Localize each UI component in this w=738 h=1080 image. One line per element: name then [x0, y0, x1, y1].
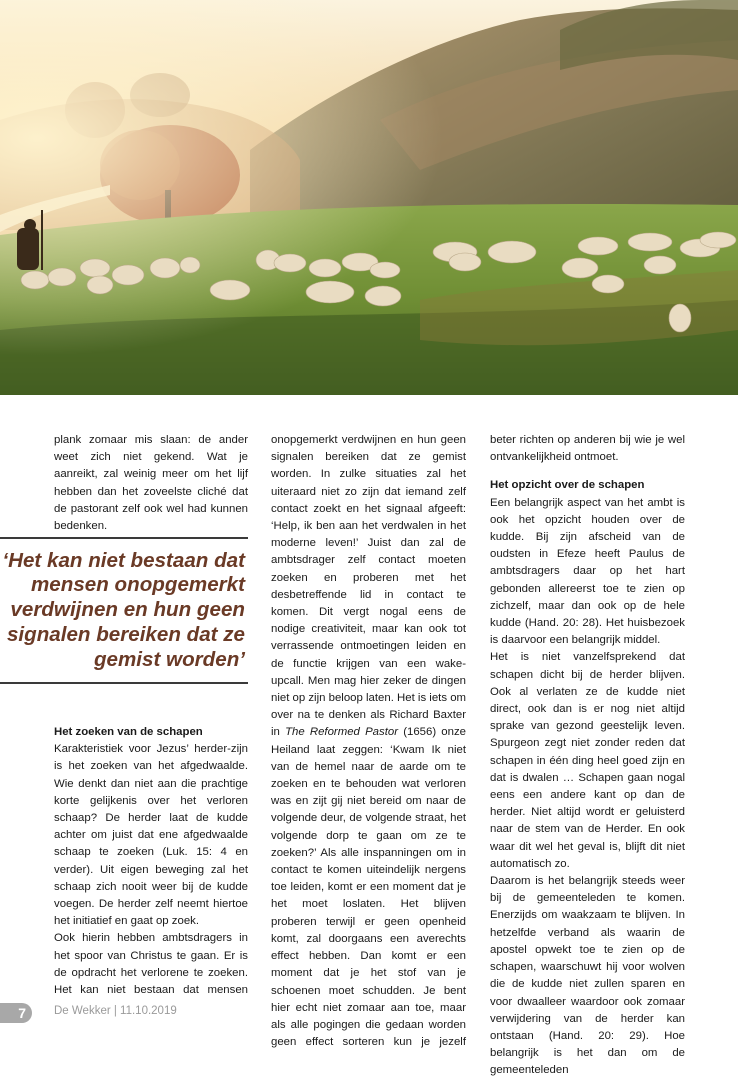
sheep-landscape-image [0, 0, 738, 395]
paragraph: Karakteristiek voor Jezus’ herder-zijn is het zoeken van het afgedwaalde. Wie denkt dan niet aan die prachtige korte gelijkenis over het verloren schaap? De herder laat de kudde achter om juist dat ene afgedwaalde schaap te zoeken (Luk. 15: 4 en verder). Uit eigen beweging zal het schaap zich nooit weer bij de kudde voegen. De herder zelf neemt hiertoe het initiatief en gaat op zoek. [54, 743, 248, 928]
page-number: 7 [0, 1003, 32, 1023]
book-title: The Reformed Pastor [285, 726, 398, 739]
hero-photo [0, 0, 738, 395]
column-1-bottom [54, 724, 248, 999]
paragraph: Daarom is het belangrijk steeds weer bij de gemeenteleden te komen. Enerzijds om waakzaam te blijven. In hetzelfde verband als waarin de apostel opwekt toe te zien op de schapen, waarschuwt hij voor wolven die de kudde niet zullen sparen en voor dwaalleer waardoor ook zomaar verwijdering van de herder kan ontstaan (Hand. 20: 29). Hoe belangrijk is het dan om de gemeenteleden [490, 875, 685, 1077]
column-3 [490, 432, 685, 1080]
paragraph: plank zomaar mis slaan: de ander weet zich niet gekend. Wat je aanreikt, zal weinig meer om het lijf hebben dan het zoveelste cliché dat de pastorant zelf ook wel had kunnen bedenken. [54, 434, 248, 533]
pull-quote: ‘Het kan niet bestaan dat mensen onopgemerkt verdwijnen en hun geen signalen bereiken dat ze gemist worden’ [2, 548, 245, 671]
column-2 [271, 432, 466, 1051]
pull-quote-block [0, 537, 248, 684]
paragraph: beter richten op anderen bij wie je wel ontvankelijkheid ontmoet. [490, 434, 685, 464]
paragraph: Het is niet vanzelfsprekend dat schapen dicht bij de herder blijven. Ook al verlaten ze de kudde niet direct, ook dan is er nog niet altijd sprake van gezond geestelijk leven. Spurgeon zegt niet zonder reden dat schapen in één ding heel goed zijn en dat is dwalen … Schapen gaan nogal eens een andere kant op dan de herder. Niet altijd wordt er geluisterd naar de stem van de Herder. En ook waar dit wel het geval is, blijft dit niet automatisch zo. [490, 651, 685, 870]
spacer [490, 466, 685, 477]
divider-top [0, 537, 248, 539]
paragraph: Ook hierin hebben ambtsdragers in het spoor van Christus te gaan. Er is de opdracht het verlorene te zoeken. Het kan niet bestaan dat mensen [54, 932, 248, 997]
section-heading-opzicht: Het opzicht over de schapen [490, 479, 645, 492]
paragraph-text: onopgemerkt verdwijnen en hun geen signalen bereiken dat ze gemist worden. In zulke situaties zal het uiteraard niet zo zijn dat iemand zelf contact zoekt en het signaal afgeeft: ‘Help, ik ben aan het verdwalen in het moderne leven!’ Juist dan zal de ambtsdrager zelf contact moeten zoeken en proberen met het desbetreffende lid in contact te komen. Dit vergt nogal eens de nodige creativiteit, maar kan ook tot verrassende ontmoetingen leiden en de functie krijgen van een wake-upcall. Men mag hier zeker de dingen niet op zijn beloop laten. Het is iets om over na te denken als Richard Baxter in [271, 434, 467, 739]
paragraph [271, 432, 466, 1051]
column-1-top [54, 432, 248, 535]
paragraph: Een belangrijk aspect van het ambt is ook het opzicht houden over de kudde. Bij zijn afscheid van de oudsten in Efeze heeft Paulus de ambtsdragers daar op het hart gebonden allereerst toe te zien op zichzelf, maar dan ook op de hele kudde (Hand. 20: 28). Het huisbezoek is daarvoor een belangrijk middel. [490, 496, 685, 647]
section-heading-zoeken: Het zoeken van de schapen [54, 726, 203, 738]
paragraph-text: (1656) onze Heiland laat zeggen: ‘Kwam Ik niet van de hemel naar de aarde om te zoeken en te behouden wat verloren was en zijt gij niet bereid om naar de volgende deur, de volgende straat, het volgende dorp te gaan om ze te zoeken?’ Als alle inspanningen om in contact te komen uiteindelijk nergens toe leiden, komt er een moment dat je het moet loslaten. Het blijven proberen terwijl er geen openheid komt, zal doorgaans een averechts effect hebben. Dan komt er een moment dat je het stof van je schoenen moet schudden. Je bent hier echt niet zomaar aan toe, maar als alle pogingen die gedaan worden geen effect sorteren kun je jezelf [271, 726, 466, 1049]
divider-bottom [0, 682, 248, 684]
publication-info: De Wekker | 11.10.2019 [54, 1005, 177, 1017]
page-footer [0, 1003, 300, 1023]
